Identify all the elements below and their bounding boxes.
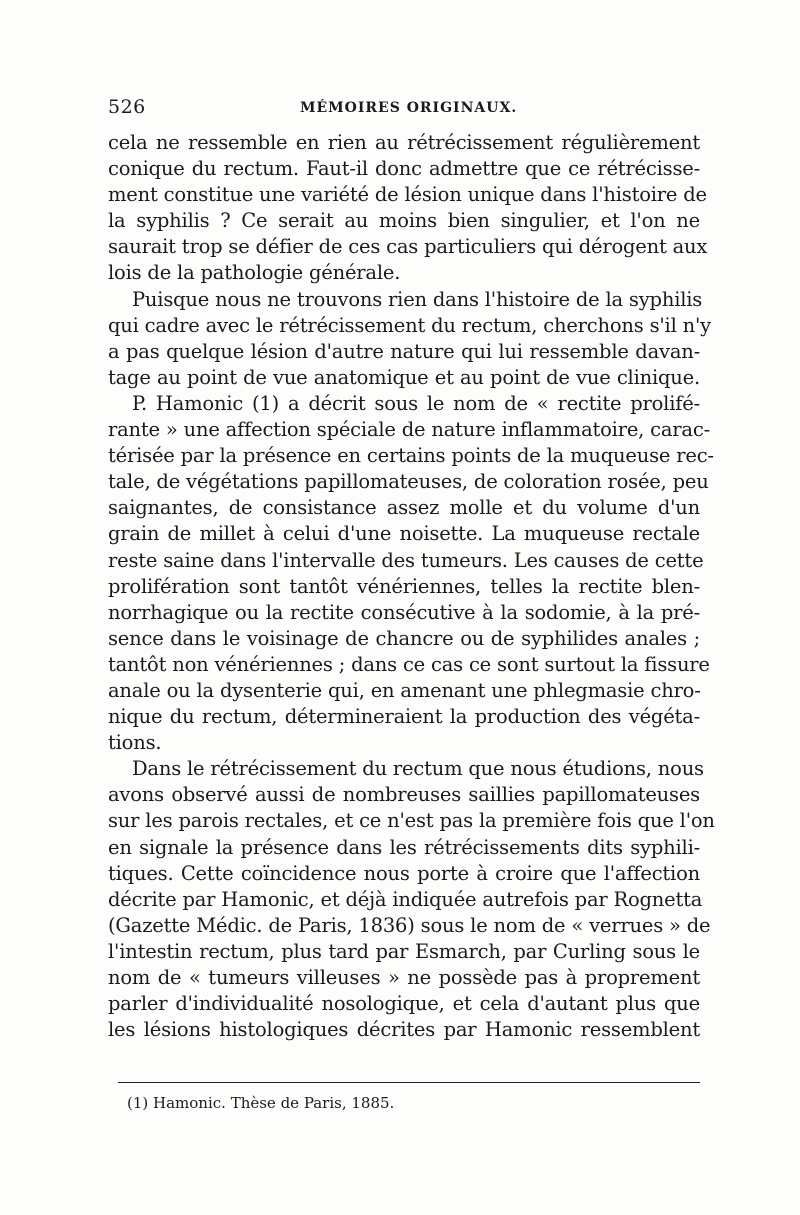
paragraph-start-line: P. Hamonic (1) a décrit sous le nom de « rectite prolifé- <box>132 391 700 415</box>
text-line: qui cadre avec le rétrécissement du rectum, cherchons s'il n'y <box>108 313 711 337</box>
paragraph-start-line: Puisque nous ne trouvons rien dans l'histoire de la syphilis <box>132 287 703 311</box>
text-line: la syphilis ? Ce serait au moins bien singulier, et l'on ne <box>108 209 700 233</box>
page-number: 526 <box>108 96 146 118</box>
text-line: saurait trop se défier de ces cas particuliers qui dérogent aux <box>108 235 708 259</box>
text-line: cela ne ressemble en rien au rétrécissement régulièrement <box>108 131 700 154</box>
text-line: en signale la présence dans les rétrécissements dits syphili- <box>108 835 700 859</box>
text-line: sence dans le voisinage de chancre ou de syphilides anales ; <box>108 626 700 650</box>
text-line: l'intestin rectum, plus tard par Esmarch, par Curling sous le <box>108 939 700 963</box>
text-line: grain de millet à celui d'une noisette. La muqueuse rectale <box>108 522 700 546</box>
text-line: prolifération sont tantôt vénériennes, telles la rectite blen- <box>108 574 700 598</box>
text-line: nique du rectum, détermineraient la production des végéta- <box>108 705 700 729</box>
text-line: ment constitue une variété de lésion unique dans l'histoire de <box>108 183 707 207</box>
footnote-divider <box>118 1082 700 1083</box>
body-text <box>108 130 715 1043</box>
text-line: avons observé aussi de nombreuses saillies papillomateuses <box>108 783 700 807</box>
text-line: tantôt non vénériennes ; dans ce cas ce sont surtout la fissure <box>108 652 710 676</box>
text-line: térisée par la présence en certains points de la muqueuse rec- <box>108 444 714 468</box>
text-line: tions. <box>108 731 162 755</box>
text-line: norrhagique ou la rectite consécutive à la sodomie, à la pré- <box>108 600 700 624</box>
text-line: tale, de végétations papillomateuses, de coloration rosée, peu <box>108 470 709 494</box>
text-line: décrite par Hamonic, et déjà indiquée autrefois par Rognetta <box>108 887 703 911</box>
text-line: a pas quelque lésion d'autre nature qui lui ressemble davan- <box>108 339 700 363</box>
text-line: tiques. Cette coïncidence nous porte à croire que l'affection <box>108 861 700 885</box>
text-line: saignantes, de consistance assez molle et du volume d'un <box>108 496 700 520</box>
paragraph-start-line: Dans le rétrécissement du rectum que nous étudions, nous <box>132 757 704 781</box>
text-line: tage au point de vue anatomique et au point de vue clinique. <box>108 365 700 389</box>
text-line: les lésions histologiques décrites par Hamonic ressemblent <box>108 1018 700 1042</box>
text-line: parler d'individualité nosologique, et cela d'autant plus que <box>108 992 700 1016</box>
text-line: lois de la pathologie générale. <box>108 261 401 285</box>
text-line: reste saine dans l'intervalle des tumeurs. Les causes de cette <box>108 548 704 572</box>
footnote: (1) Hamonic. Thèse de Paris, 1885. <box>127 1094 395 1112</box>
running-title: MÉMOIRES ORIGINAUX. <box>300 100 518 116</box>
running-head <box>108 96 698 122</box>
text-line: sur les parois rectales, et ce n'est pas la première fois que l'on <box>108 809 715 833</box>
text-line: anale ou la dysenterie qui, en amenant une phlegmasie chro- <box>108 678 701 702</box>
text-line: rante » une affection spéciale de nature inflammatoire, carac- <box>108 418 710 442</box>
text-line: nom de « tumeurs villeuses » ne possède pas à proprement <box>108 966 700 989</box>
text-line: conique du rectum. Faut-il donc admettre que ce rétrécisse- <box>108 157 700 181</box>
text-line: (Gazette Médic. de Paris, 1836) sous le nom de « verrues » de <box>108 913 711 937</box>
